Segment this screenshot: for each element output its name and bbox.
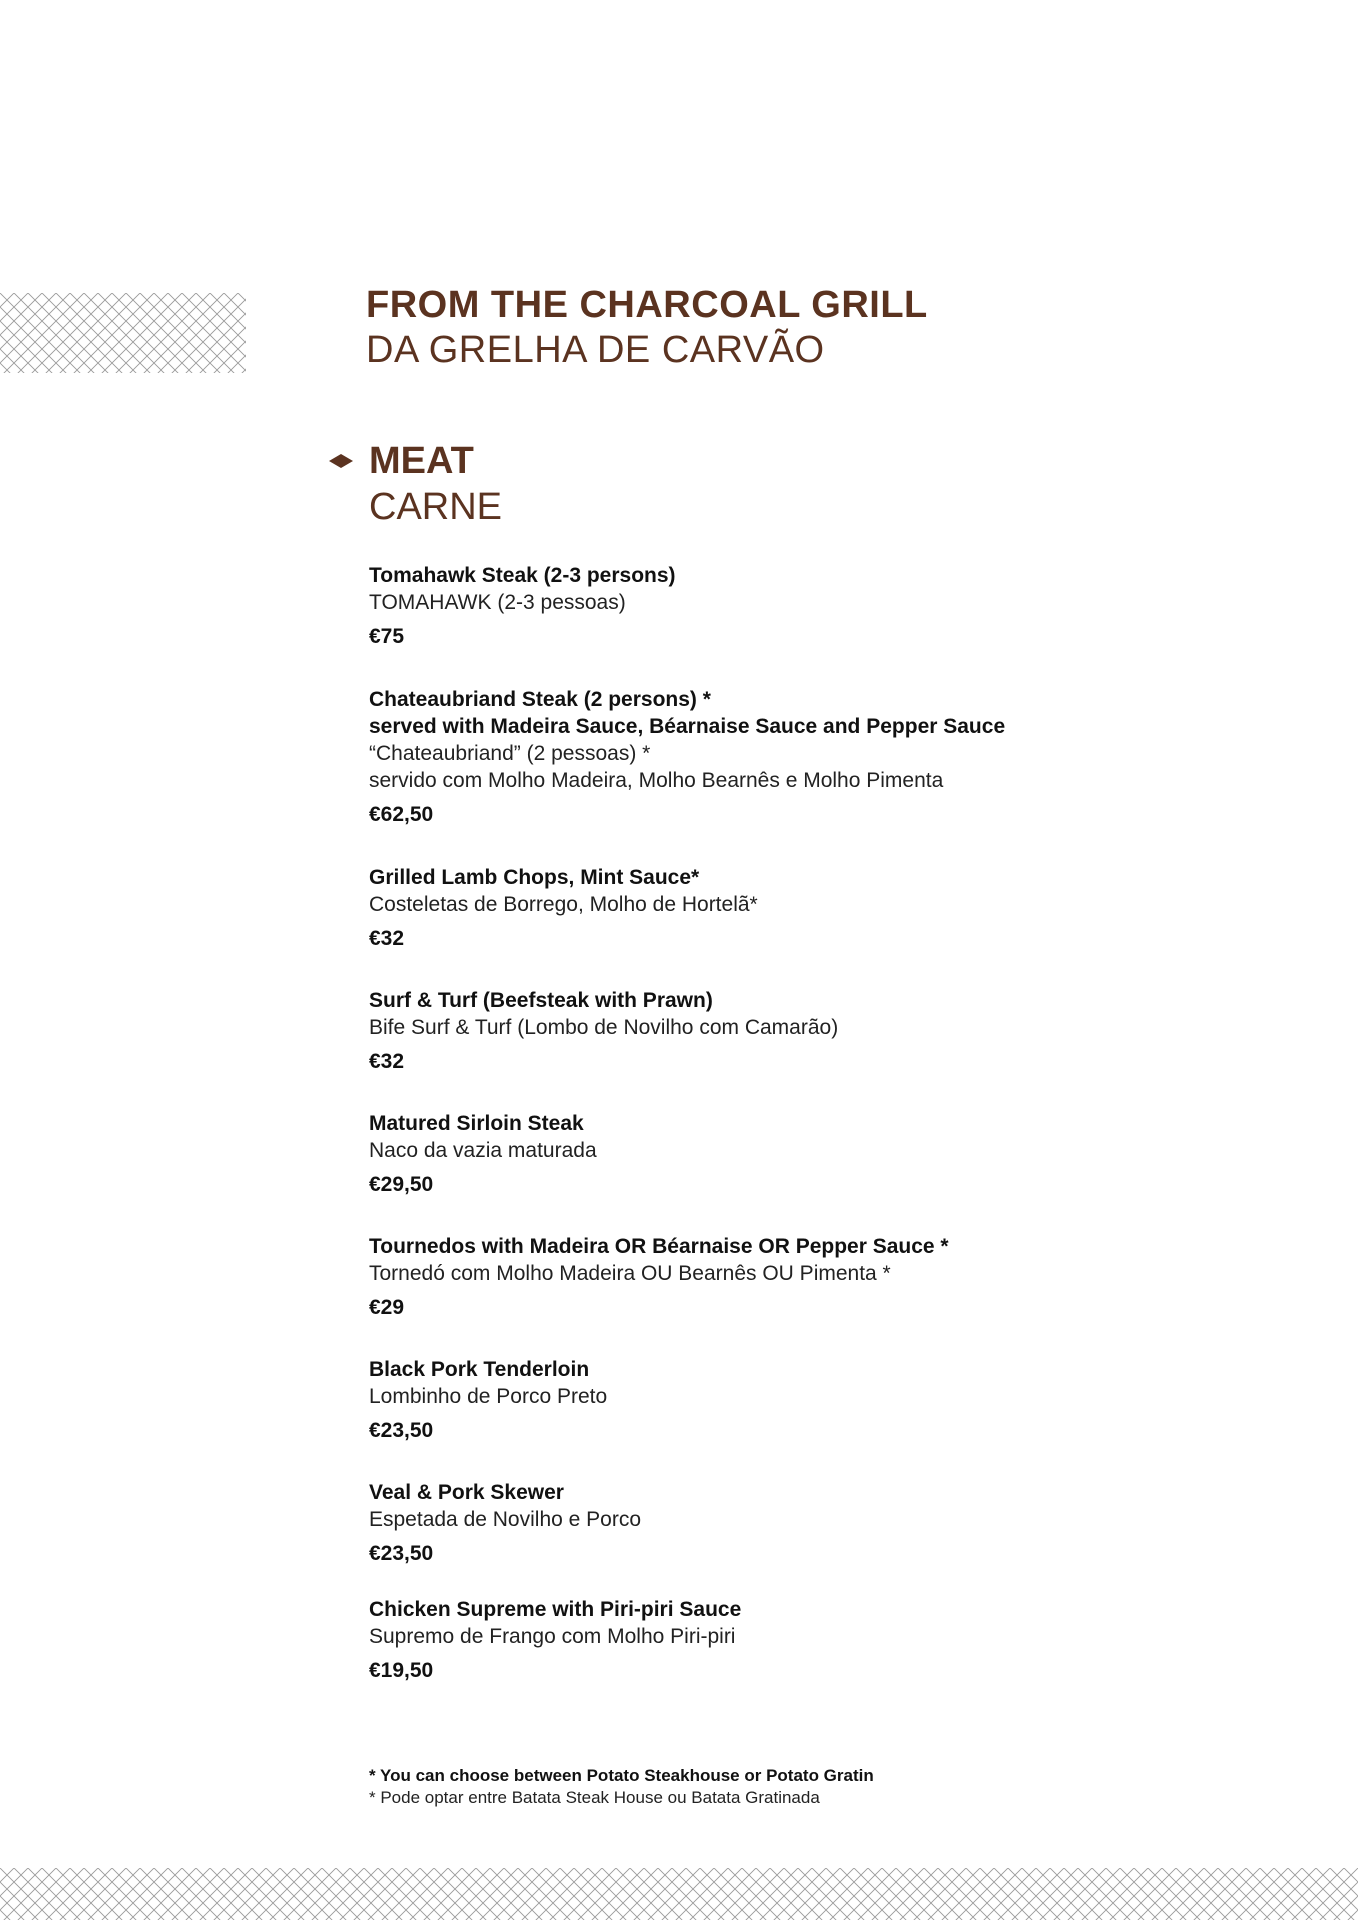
item-name-pt: Bife Surf & Turf (Lombo de Novilho com Camarão)	[369, 1016, 839, 1039]
footnote-en: * You can choose between Potato Steakhouse or Potato Gratin	[369, 1766, 874, 1785]
item-name-en: Chicken Supreme with Piri-piri Sauce	[369, 1598, 742, 1621]
item-name-pt: “Chateaubriand” (2 pessoas) *	[369, 742, 651, 765]
item-name-pt: Lombinho de Porco Preto	[369, 1385, 608, 1408]
item-name-en: Surf & Turf (Beefsteak with Prawn)	[369, 989, 713, 1012]
item-description-en: served with Madeira Sauce, Béarnaise Sauce and Pepper Sauce	[369, 715, 1006, 738]
menu-item	[369, 1356, 607, 1444]
item-name-pt: Tornedó com Molho Madeira OU Bearnês OU Pimenta *	[369, 1262, 891, 1285]
item-name-en: Tournedos with Madeira OR Béarnaise OR Pepper Sauce *	[369, 1235, 949, 1258]
footnote	[369, 1765, 874, 1809]
crosshatch-pattern-left	[0, 293, 246, 373]
menu-item	[369, 686, 1005, 828]
item-name-pt: Naco da vazia maturada	[369, 1139, 597, 1162]
item-price: €32	[369, 927, 405, 950]
item-name-en: Chateaubriand Steak (2 persons) *	[369, 688, 711, 711]
section-header-meat	[369, 438, 502, 530]
item-price: €29	[369, 1296, 405, 1319]
diamond-icon	[329, 454, 353, 468]
menu-item	[369, 1479, 641, 1567]
menu-item	[369, 987, 838, 1075]
item-name-en: Grilled Lamb Chops, Mint Sauce*	[369, 866, 700, 889]
item-price: €23,50	[369, 1419, 434, 1442]
section-title-pt: CARNE	[369, 486, 503, 528]
page-title-en: FROM THE CHARCOAL GRILL	[366, 284, 928, 326]
menu-item	[369, 1110, 597, 1198]
page-title-pt: DA GRELHA DE CARVÃO	[366, 329, 825, 371]
item-name-pt: Espetada de Novilho e Porco	[369, 1508, 642, 1531]
item-name-en: Tomahawk Steak (2-3 persons)	[369, 564, 676, 587]
menu-item	[369, 864, 758, 952]
menu-item	[369, 1233, 949, 1321]
footnote-pt: * Pode optar entre Batata Steak House ou Batata Gratinada	[369, 1788, 820, 1807]
item-name-pt: TOMAHAWK (2-3 pessoas)	[369, 591, 626, 614]
item-name-en: Matured Sirloin Steak	[369, 1112, 584, 1135]
item-price: €62,50	[369, 803, 434, 826]
item-price: €75	[369, 625, 405, 648]
item-name-pt: Supremo de Frango com Molho Piri-piri	[369, 1625, 736, 1648]
section-title-en: MEAT	[369, 440, 474, 482]
menu-item	[369, 1596, 741, 1684]
item-name-pt: Costeletas de Borrego, Molho de Hortelã*	[369, 893, 758, 916]
page-header	[366, 283, 928, 373]
crosshatch-pattern-bottom	[0, 1868, 1358, 1920]
item-name-en: Veal & Pork Skewer	[369, 1481, 564, 1504]
item-description-pt: servido com Molho Madeira, Molho Bearnês e Molho Pimenta	[369, 769, 944, 792]
item-name-en: Black Pork Tenderloin	[369, 1358, 590, 1381]
menu-item	[369, 562, 676, 650]
item-price: €29,50	[369, 1173, 434, 1196]
item-price: €23,50	[369, 1542, 434, 1565]
item-price: €32	[369, 1050, 405, 1073]
item-price: €19,50	[369, 1659, 434, 1682]
